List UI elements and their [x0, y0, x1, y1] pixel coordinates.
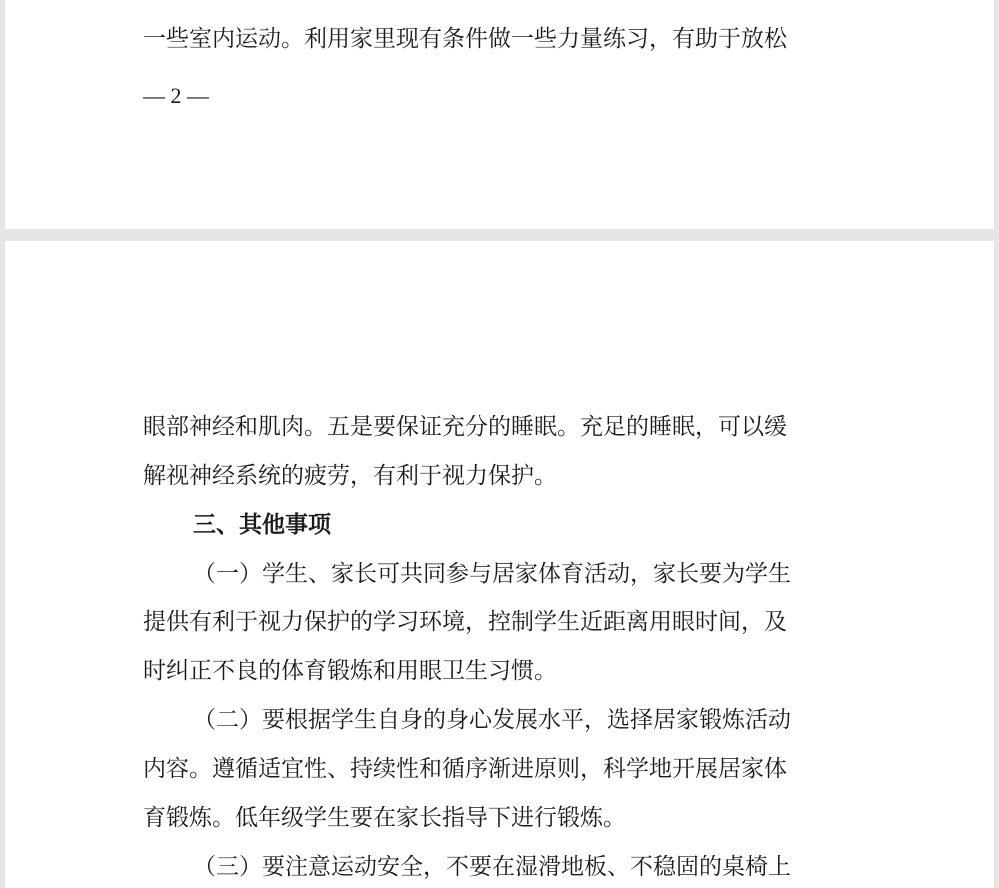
document-page-2: [5, 241, 994, 888]
paragraph-line: （一）学生、家长可共同参与居家体育活动，家长要为学生: [193, 561, 791, 587]
body-text-line: 一些室内运动。利用家里现有条件做一些力量练习，有助于放松: [143, 26, 787, 52]
paragraph-line: （三）要注意运动安全，不要在湿滑地板、不稳固的桌椅上: [193, 854, 791, 880]
document-page-1: [5, 0, 994, 229]
paragraph-line: 时纠正不良的体育锻炼和用眼卫生习惯。: [143, 658, 557, 684]
section-heading: 三、其他事项: [193, 512, 331, 538]
paragraph-line: 育锻炼。低年级学生要在家长指导下进行锻炼。: [143, 805, 626, 831]
paragraph-line: （二）要根据学生自身的身心发展水平，选择居家锻炼活动: [193, 707, 791, 733]
paragraph-line: 提供有利于视力保护的学习环境，控制学生近距离用眼时间，及: [143, 609, 787, 635]
paragraph-line: 内容。遵循适宜性、持续性和循序渐进原则，科学地开展居家体: [143, 756, 787, 782]
body-text-line: 解视神经系统的疲劳，有利于视力保护。: [143, 463, 557, 489]
body-text-line: 眼部神经和肌肉。五是要保证充分的睡眠。充足的睡眠，可以缓: [143, 414, 787, 440]
page-number: — 2 —: [143, 83, 209, 108]
